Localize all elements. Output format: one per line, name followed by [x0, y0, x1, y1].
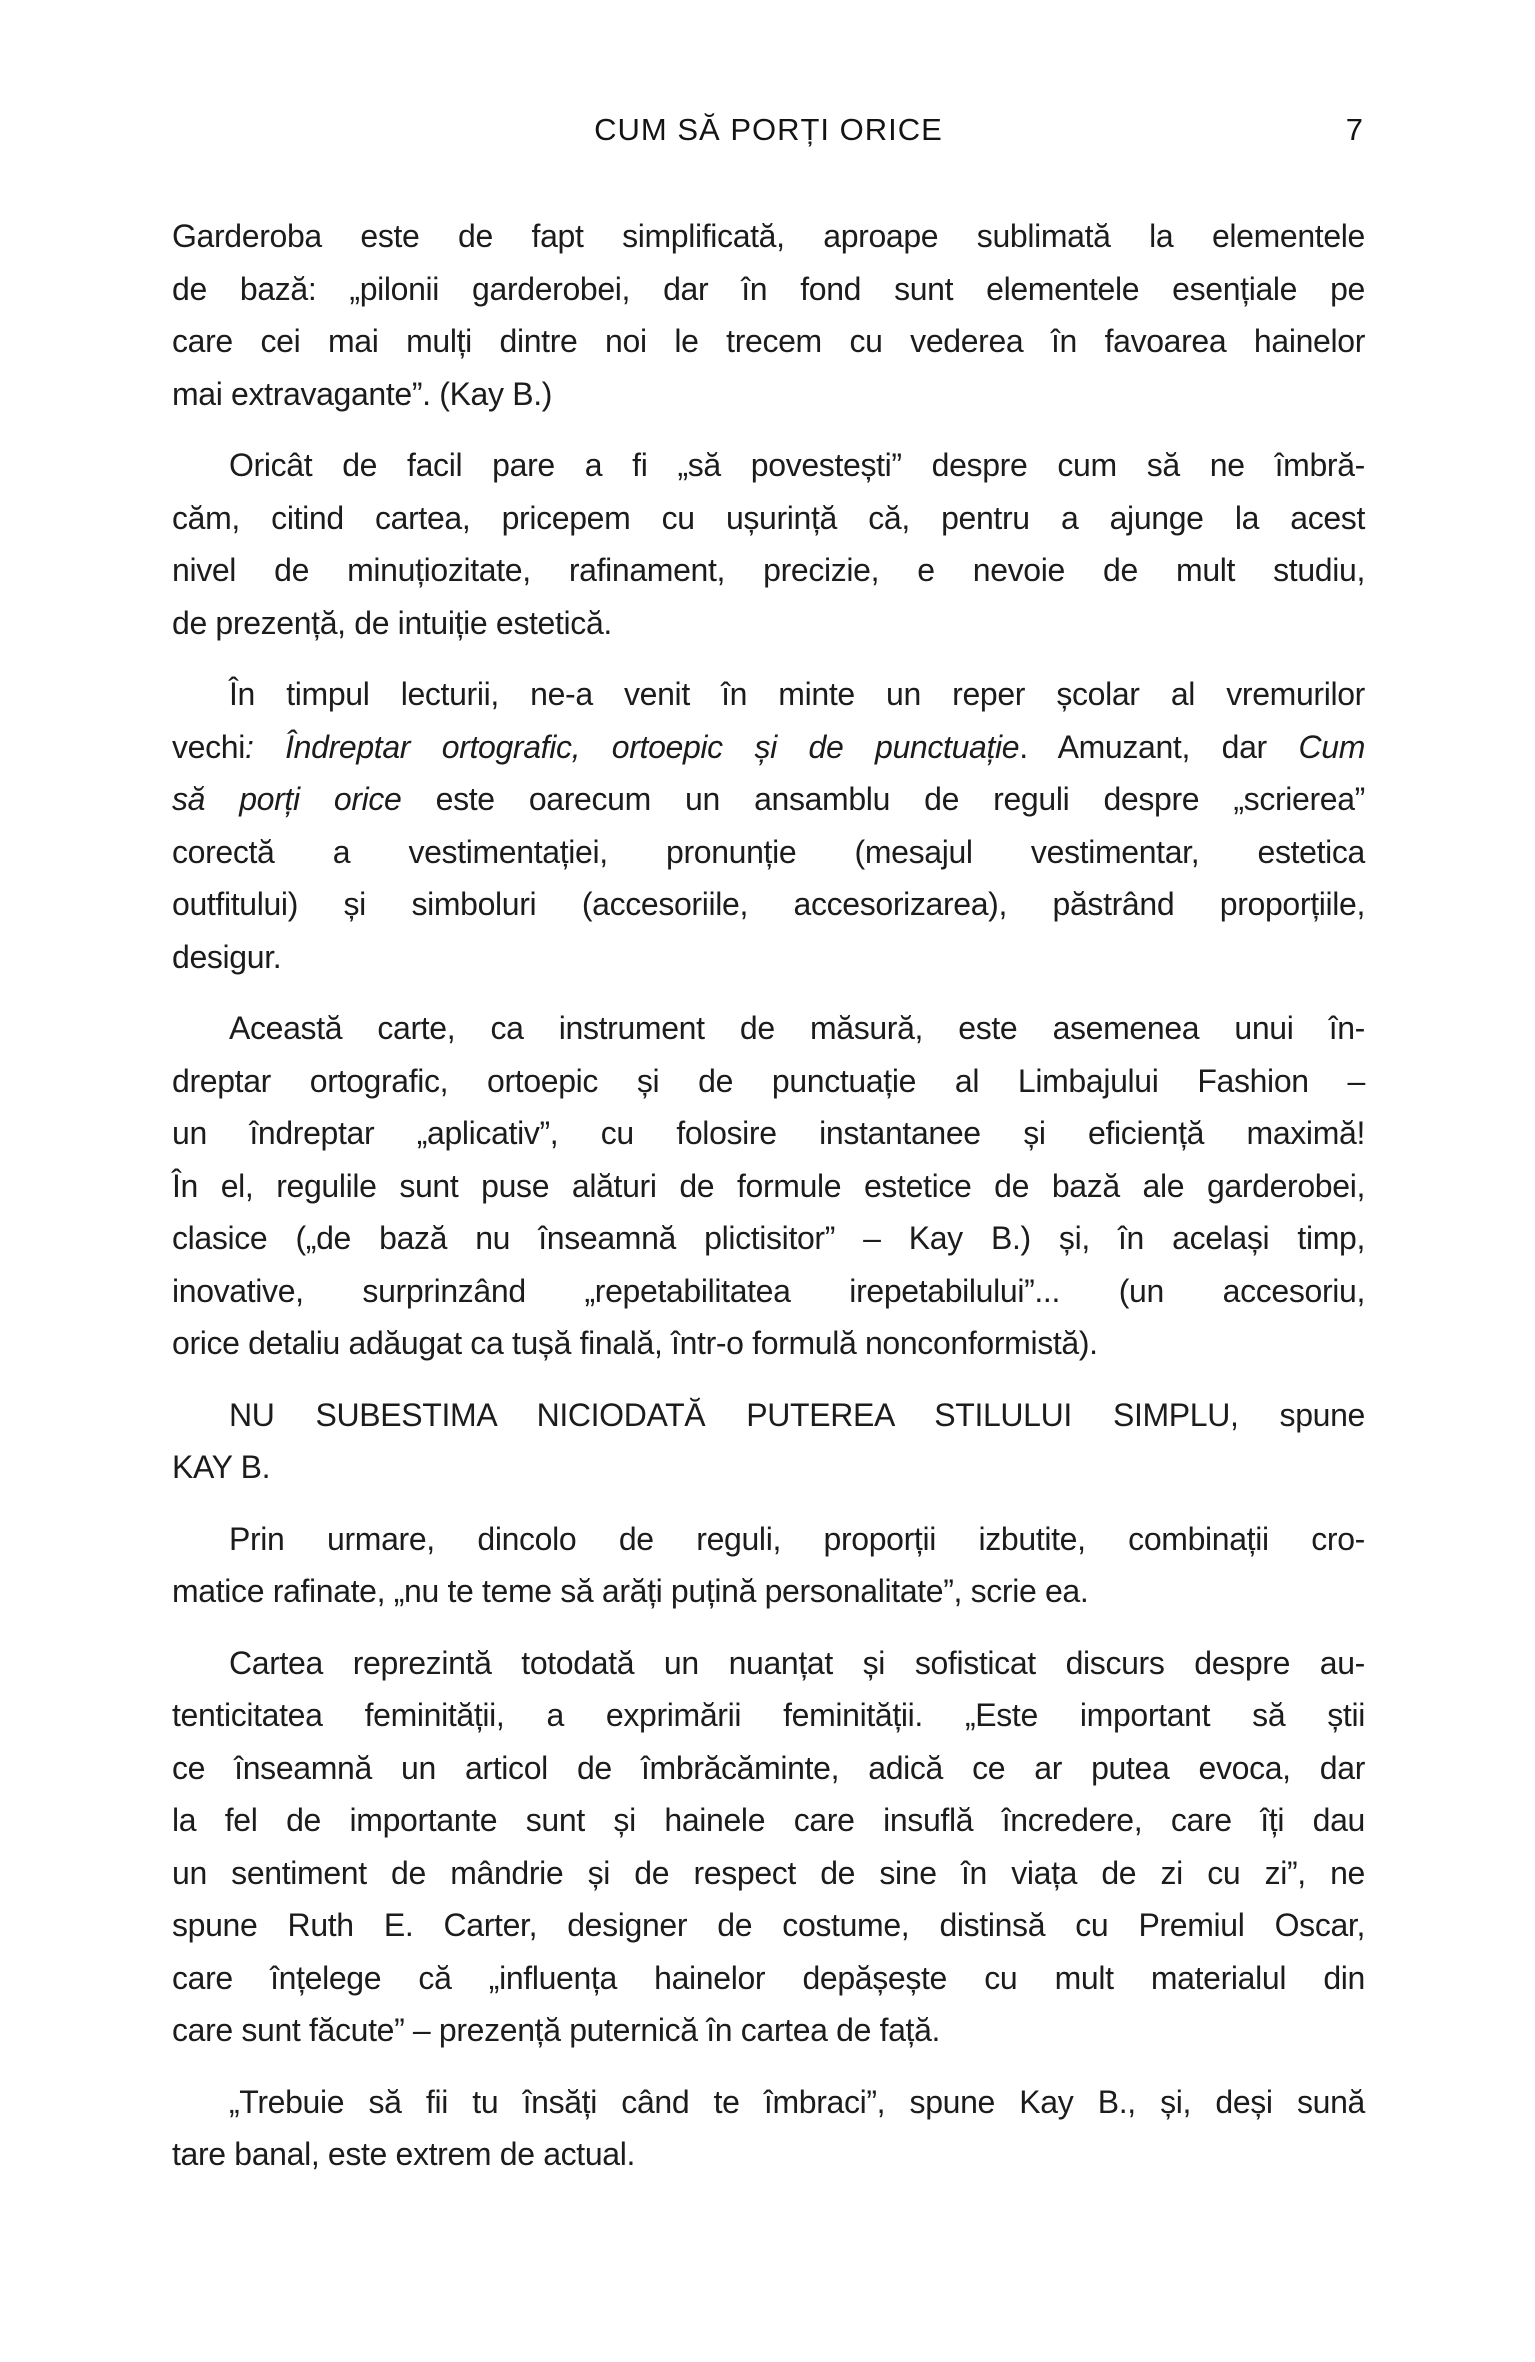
text-line: Oricât de facil pare a fi „să povestești” despre cum să ne îmbră- — [229, 447, 1365, 483]
page-header — [172, 112, 1365, 156]
running-title: CUM SĂ PORȚI ORICE — [594, 112, 943, 147]
page-number: 7 — [1345, 112, 1363, 147]
paragraph — [172, 1389, 1365, 1494]
text-line: dreptar ortografic, ortoepic și de punctuație al Limbajului Fashion – — [172, 1062, 1365, 1099]
text-line: Garderoba este de fapt simplificată, aproape sublimată la elementele — [172, 218, 1365, 254]
text-line: tare banal, este extrem de actual. — [172, 2136, 636, 2172]
text-line: tenticitatea feminității, a exprimării feminității. „Este important să știi — [172, 1697, 1365, 1733]
text-line: Prin urmare, dincolo de reguli, proporții izbutite, combinații cro- — [229, 1520, 1365, 1557]
paragraph — [172, 1637, 1365, 2057]
text-line: desigur. — [172, 938, 282, 975]
text-line: orice detaliu adăugat ca tușă finală, într-o formulă nonconformistă). — [172, 1325, 1098, 1361]
text-line: mai extravagante”. (Kay B.) — [172, 375, 553, 412]
paragraph — [172, 1002, 1365, 1370]
text-line: de bază: „pilonii garderobei, dar în fond sunt elementele esențiale pe — [172, 270, 1365, 307]
text-line: căm, citind cartea, pricepem cu ușurință că, pentru a ajunge la acest — [172, 499, 1365, 536]
paragraph — [172, 210, 1365, 420]
text-line: care înțelege că „influența hainelor depășește cu mult materialul din — [172, 1959, 1365, 1996]
text-line: inovative, surprinzând „repetabilitatea irepetabilului”... (un accesoriu, — [172, 1272, 1365, 1309]
text-line: de prezență, de intuiție estetică. — [172, 604, 612, 641]
text-line: „Trebuie să fii tu însăți când te îmbraci”, spune Kay B., și, deși sună — [229, 2083, 1365, 2120]
text-line: În timpul lecturii, ne-a venit în minte un reper școlar al vremurilor — [229, 676, 1365, 712]
text-line: outfitului) și simboluri (accesoriile, accesorizarea), păstrând proporțiile, — [172, 886, 1365, 922]
text-line: la fel de importante sunt și hainele care insuflă încredere, care îți dau — [172, 1802, 1365, 1838]
text-line: Această carte, ca instrument de măsură, este asemenea unui în- — [229, 1010, 1365, 1046]
text-line: nivel de minuțiozitate, rafinament, precizie, e nevoie de mult studiu, — [172, 552, 1365, 588]
text-line: clasice („de bază nu înseamnă plictisitor” – Kay B.) și, în același timp, — [172, 1220, 1365, 1256]
text-line: Cartea reprezintă totodată un nuanțat și sofisticat discurs despre au- — [229, 1644, 1365, 1681]
text-line: spune Ruth E. Carter, designer de costume, distinsă cu Premiul Oscar, — [172, 1907, 1365, 1943]
text-line: să porți orice este oarecum un ansamblu de reguli despre „scrierea” — [172, 781, 1365, 817]
paragraph — [172, 1513, 1365, 1618]
text-line: un îndreptar „aplicativ”, cu folosire instantanee și eficiență maximă! — [172, 1115, 1365, 1151]
text-line: KAY B. — [172, 1449, 271, 1485]
text-line: matice rafinate, „nu te teme să arăți puțină personalitate”, scrie ea. — [172, 1573, 1089, 1609]
text-line: care sunt făcute” – prezență puternică în cartea de față. — [172, 2012, 941, 2048]
text-line: ce înseamnă un articol de îmbrăcăminte, adică ce ar putea evoca, dar — [172, 1749, 1365, 1786]
text-line: În el, regulile sunt puse alături de formule estetice de bază ale garderobei, — [172, 1167, 1365, 1204]
text-line: care cei mai mulți dintre noi le trecem cu vederea în favoarea hainelor — [172, 323, 1365, 359]
paragraph — [172, 2076, 1365, 2181]
body-text — [172, 210, 1365, 2181]
text-line: corectă a vestimentației, pronunție (mesajul vestimentar, estetica — [172, 833, 1365, 870]
text-line: NU SUBESTIMA NICIODATĂ PUTEREA STILULUI SIMPLU, spune — [229, 1396, 1365, 1433]
paragraph — [172, 439, 1365, 649]
paragraph — [172, 668, 1365, 983]
text-line: vechi: Îndreptar ortografic, ortoepic și de punctuație. Amuzant, dar Cum — [172, 728, 1365, 765]
text-line: un sentiment de mândrie și de respect de sine în viața de zi cu zi”, ne — [172, 1854, 1365, 1891]
